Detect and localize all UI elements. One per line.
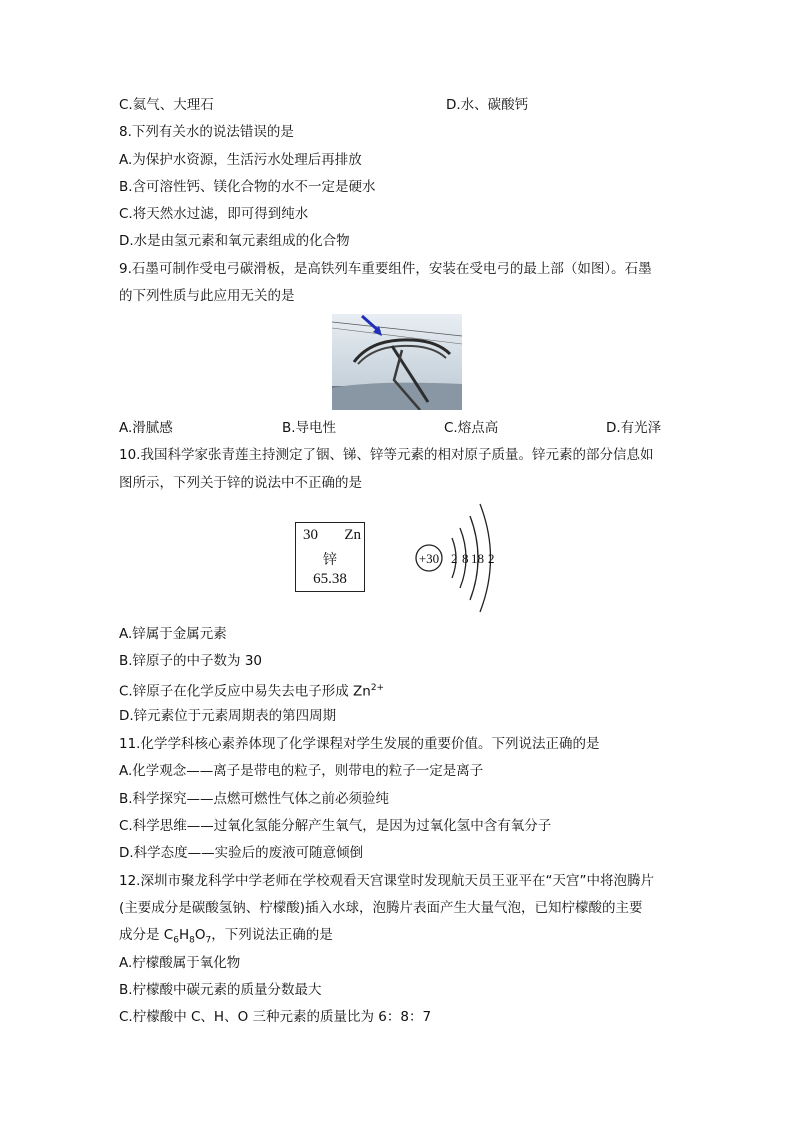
- q11-option-d: D.科学态度——实验后的废液可随意倾倒: [119, 845, 364, 861]
- q10-option-d: D.锌元素位于元素周期表的第四周期: [119, 708, 337, 724]
- q12-stem-line3: [119, 926, 333, 950]
- q8-option-c: C.将天然水过滤，即可得到纯水: [119, 206, 309, 222]
- q12-option-a: A.柠檬酸属于氧化物: [119, 955, 241, 971]
- atomic-mass: 65.38: [313, 571, 347, 587]
- q12-stem-line3-pre: 成分是 C: [119, 927, 174, 943]
- q11-stem: 11.化学学科核心素养体现了化学课程对学生发展的重要价值。下列说法正确的是: [119, 736, 600, 752]
- q7-option-c: C.氦气、大理石: [119, 97, 214, 113]
- q8-option-a: A.为保护水资源，生活污水处理后再排放: [119, 152, 362, 168]
- shell-2-electrons: 8: [462, 551, 469, 566]
- pantograph-illustration: [332, 314, 462, 410]
- q10-stem-line2: 图所示，下列关于锌的说法中不正确的是: [119, 475, 362, 491]
- atomic-number: 30: [303, 527, 318, 543]
- q9-stem-line1: 9.石墨可制作受电弓碳滑板，是高铁列车重要组件，安装在受电弓的最上部（如图）。石墨: [119, 261, 652, 277]
- shell-1-electrons: 2: [451, 551, 458, 566]
- q11-option-c: C.科学思维——过氧化氢能分解产生氧气，是因为过氧化氢中含有氧分子: [119, 818, 552, 834]
- pantograph-photo: [332, 314, 462, 410]
- formula-h: H: [178, 927, 190, 943]
- q12-stem-line1: 12.深圳市聚龙科学中学老师在学校观看天宫课堂时发现航天员王亚平在“天宫”中将泡腾片: [119, 873, 654, 889]
- q9-option-a: A.滑腻感: [119, 420, 173, 436]
- q10-option-b: B.锌原子的中子数为 30: [119, 653, 263, 669]
- q11-option-b: B.科学探究——点燃可燃性气体之前必须验纯: [119, 791, 390, 807]
- q10-option-a: A.锌属于金属元素: [119, 626, 227, 642]
- periodic-table-cell: [295, 522, 365, 592]
- q11-option-a: A.化学观念——离子是带电的粒子，则带电的粒子一定是离子: [119, 763, 484, 779]
- q12-stem-line2: (主要成分是碳酸氢钠、柠檬酸)插入水球，泡腾片表面产生大量气泡，已知柠檬酸的主要: [119, 900, 643, 916]
- formula-o: O: [194, 927, 206, 943]
- q10-option-c: [119, 679, 384, 701]
- q7-option-d: D.水、碳酸钙: [446, 97, 529, 113]
- q12-option-b: B.柠檬酸中碳元素的质量分数最大: [119, 982, 322, 998]
- formula-sub-h: 8: [189, 935, 195, 946]
- q8-option-d: D.水是由氢元素和氧元素组成的化合物: [119, 233, 350, 249]
- nucleus-charge: +30: [418, 551, 440, 566]
- q10-option-c-text: C.锌原子在化学反应中易失去电子形成 Zn: [119, 683, 371, 700]
- shell-4-electrons: 2: [488, 551, 495, 566]
- q9-stem-line2: 的下列性质与此应用无关的是: [119, 288, 295, 304]
- q12-option-c: C.柠檬酸中 C、H、O 三种元素的质量比为 6：8：7: [119, 1009, 432, 1025]
- formula-sub-o: 7: [205, 935, 212, 946]
- q9-option-d: D.有光泽: [606, 420, 662, 436]
- atom-structure-diagram: [408, 500, 508, 615]
- q8-stem: 8.下列有关水的说法错误的是: [119, 124, 294, 140]
- q10-stem-line1: 10.我国科学家张青莲主持测定了铟、锑、锌等元素的相对原子质量。锌元素的部分信息如: [119, 447, 654, 463]
- shell-3-electrons: 18: [471, 551, 484, 566]
- q8-option-b: B.含可溶性钙、镁化合物的水不一定是硬水: [119, 179, 376, 195]
- zinc-ion-charge: 2+: [370, 683, 385, 693]
- q9-option-b: B.导电性: [282, 420, 337, 436]
- q12-stem-line3-post: ，下列说法正确的是: [211, 927, 333, 943]
- q9-option-c: C.熔点高: [444, 420, 499, 436]
- element-name: 锌: [323, 552, 337, 568]
- formula-sub-c: 6: [173, 935, 179, 946]
- element-symbol: Zn: [344, 527, 361, 543]
